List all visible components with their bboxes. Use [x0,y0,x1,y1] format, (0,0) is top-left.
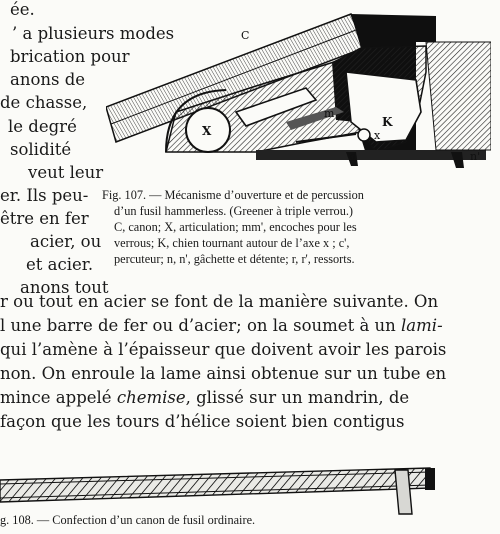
label-x-small: x [374,129,381,142]
left-line-8: veut leur [28,163,104,182]
left-line-1: ée. [10,0,35,19]
left-line-9: er. Ils peu- [0,186,89,205]
left-line-10: être en fer [0,209,89,228]
label-x: X [202,124,212,138]
label-n: n [349,150,357,163]
left-line-5: de chasse, [0,93,88,112]
mandrel [0,468,432,502]
figure-108-caption [0,512,500,528]
body-line-2 [0,316,443,336]
left-line-13: anons tout [20,278,109,297]
body-line-2-a: l une barre de fer ou d’acier; on la soumet à un [0,316,402,335]
caption-107-line-1: Fig. 107. — Mécanisme d’ouverture et de percussion [102,188,364,202]
label-c: C [241,29,250,42]
bottom-strap [256,150,486,160]
caption-107-line-4: verrous; K, chien tournant autour de l’axe x ; c', [114,236,350,250]
body-line-5-c: , glissé sur un mandrin, de [185,388,410,407]
body-line-5-b: chemise [116,388,186,407]
body-line-5-a: mince appelé [0,388,117,407]
caption-107-line-5: percuteur; n, n', gâchette et détente; r, r', ressorts. [114,252,355,266]
left-line-2: ’ a plusieurs modes [12,24,175,43]
caption-107-line-2: d’un fusil hammerless. (Greener à triple verrou.) [114,204,354,218]
body-line-5 [0,388,409,408]
left-line-4: anons de [10,70,86,89]
label-n-prime: n' [470,150,481,163]
body-line-4: non. On enroule la lame ainsi obtenue sur un tube en [0,364,447,383]
figure-108-illustration [0,458,500,518]
figure-107-caption [102,187,494,267]
hammer-axis [358,129,370,141]
label-k: K [382,115,393,129]
left-line-12: et acier. [26,255,94,274]
body-line-6: façon que les tours d’hélice soient bien contigus [0,412,405,431]
body-line-3: qui l’amène à l’épaisseur que doivent avoir les parois [0,340,447,359]
left-line-6: le degré [8,117,77,136]
figure-107-illustration [106,2,491,180]
caption-107-line-3: C, canon; X, articulation; mm', encoches pour les [114,220,357,234]
label-m: m [324,107,335,120]
left-line-7: solidité [10,140,72,159]
label-c-prime: c' [383,54,393,67]
left-line-11: acier, ou [30,232,102,251]
left-line-3: brication pour [10,47,130,66]
body-line-2-b: lami- [401,316,443,335]
caption-108-line: g. 108. — Confection d’un canon de fusil ordinaire. [0,513,256,527]
body-line-1: r ou tout en acier se font de la manière suivante. On [0,292,439,311]
